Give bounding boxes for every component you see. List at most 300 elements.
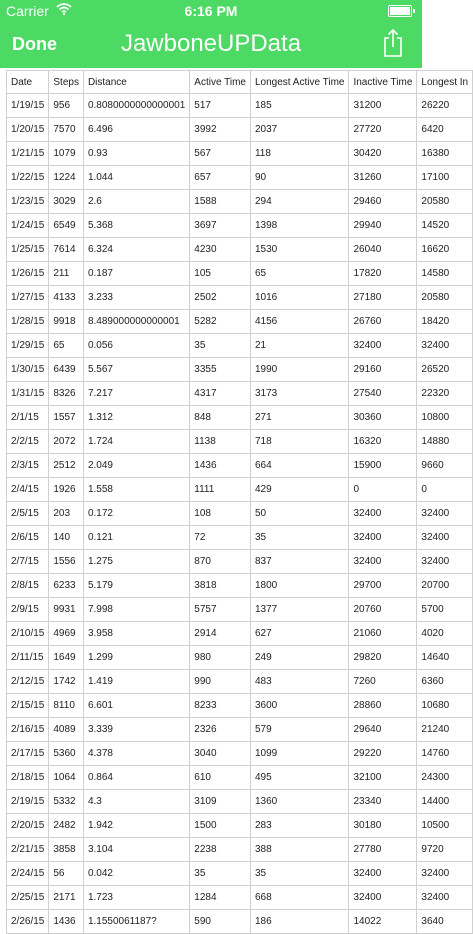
table-cell: 4.3 (83, 790, 189, 814)
table-cell: 1.275 (83, 550, 189, 574)
table-cell: 6.601 (83, 694, 189, 718)
table-cell: 5757 (190, 598, 251, 622)
table-row (7, 910, 473, 934)
table-cell: 2/24/15 (7, 862, 49, 886)
table-cell: 4317 (190, 382, 251, 406)
table-cell: 610 (190, 766, 251, 790)
table-cell: 65 (250, 262, 349, 286)
table-cell: 9720 (417, 838, 473, 862)
table-cell: 1.723 (83, 886, 189, 910)
data-table-scroll[interactable] (6, 70, 469, 927)
table-cell: 16380 (417, 142, 473, 166)
table-cell: 2502 (190, 286, 251, 310)
table-cell: 26040 (349, 238, 417, 262)
table-cell: 1436 (190, 454, 251, 478)
table-cell: 32400 (349, 550, 417, 574)
table-cell: 2512 (49, 454, 84, 478)
table-cell: 1138 (190, 430, 251, 454)
table-cell: 7260 (349, 670, 417, 694)
table-cell: 1/19/15 (7, 94, 49, 118)
table-cell: 211 (49, 262, 84, 286)
table-cell: 1649 (49, 646, 84, 670)
table-cell: 1016 (250, 286, 349, 310)
table-cell: 17820 (349, 262, 417, 286)
table-cell: 1224 (49, 166, 84, 190)
table-cell: 0 (349, 478, 417, 502)
column-header-distance: Distance (83, 71, 189, 94)
table-cell: 14400 (417, 790, 473, 814)
table-cell: 870 (190, 550, 251, 574)
table-cell: 1.044 (83, 166, 189, 190)
table-cell: 1/30/15 (7, 358, 49, 382)
table-row (7, 94, 473, 118)
table-cell: 21060 (349, 622, 417, 646)
table-cell: 429 (250, 478, 349, 502)
table-row (7, 142, 473, 166)
table-cell: 3173 (250, 382, 349, 406)
table-cell: 30420 (349, 142, 417, 166)
table-cell: 2171 (49, 886, 84, 910)
table-cell: 271 (250, 406, 349, 430)
table-cell: 1556 (49, 550, 84, 574)
table-cell: 10800 (417, 406, 473, 430)
table-cell: 1398 (250, 214, 349, 238)
table-cell: 1079 (49, 142, 84, 166)
table-cell: 29460 (349, 190, 417, 214)
table-cell: 2/4/15 (7, 478, 49, 502)
table-cell: 22320 (417, 382, 473, 406)
table-cell: 1/22/15 (7, 166, 49, 190)
table-cell: 283 (250, 814, 349, 838)
table-cell: 1377 (250, 598, 349, 622)
table-cell: 0.121 (83, 526, 189, 550)
table-cell: 6.496 (83, 118, 189, 142)
table-cell: 16320 (349, 430, 417, 454)
table-cell: 1/27/15 (7, 286, 49, 310)
table-cell: 1099 (250, 742, 349, 766)
table-cell: 1.724 (83, 430, 189, 454)
table-cell: 6.324 (83, 238, 189, 262)
table-cell: 3600 (250, 694, 349, 718)
table-cell: 0.864 (83, 766, 189, 790)
table-cell: 956 (49, 94, 84, 118)
table-cell: 1111 (190, 478, 251, 502)
data-table (6, 70, 473, 934)
table-cell: 14520 (417, 214, 473, 238)
table-row (7, 382, 473, 406)
table-cell: 5360 (49, 742, 84, 766)
table-cell: 7.217 (83, 382, 189, 406)
table-cell: 3029 (49, 190, 84, 214)
table-cell: 32400 (417, 502, 473, 526)
table-cell: 17100 (417, 166, 473, 190)
table-cell: 7.998 (83, 598, 189, 622)
table-cell: 2.6 (83, 190, 189, 214)
table-cell: 495 (250, 766, 349, 790)
table-cell: 4156 (250, 310, 349, 334)
table-row (7, 334, 473, 358)
table-cell: 388 (250, 838, 349, 862)
column-header-date: Date (7, 71, 49, 94)
table-row (7, 286, 473, 310)
table-cell: 2/9/15 (7, 598, 49, 622)
table-cell: 2/19/15 (7, 790, 49, 814)
table-cell: 4230 (190, 238, 251, 262)
table-row (7, 526, 473, 550)
table-cell: 5.368 (83, 214, 189, 238)
table-cell: 8110 (49, 694, 84, 718)
table-cell: 26760 (349, 310, 417, 334)
table-cell: 0.172 (83, 502, 189, 526)
table-cell: 3992 (190, 118, 251, 142)
table-row (7, 238, 473, 262)
table-cell: 7570 (49, 118, 84, 142)
table-row (7, 742, 473, 766)
table-cell: 2/15/15 (7, 694, 49, 718)
table-row (7, 310, 473, 334)
share-icon[interactable] (382, 28, 404, 58)
table-cell: 10680 (417, 694, 473, 718)
table-cell: 3355 (190, 358, 251, 382)
table-cell: 108 (190, 502, 251, 526)
table-cell: 32400 (417, 550, 473, 574)
table-cell: 21240 (417, 718, 473, 742)
table-cell: 9931 (49, 598, 84, 622)
table-cell: 203 (49, 502, 84, 526)
table-cell: 1500 (190, 814, 251, 838)
table-cell: 185 (250, 94, 349, 118)
done-button[interactable]: Done (12, 34, 57, 54)
table-cell: 21 (250, 334, 349, 358)
table-cell: 2/3/15 (7, 454, 49, 478)
table-cell: 668 (250, 886, 349, 910)
table-cell: 1/23/15 (7, 190, 49, 214)
table-cell: 6233 (49, 574, 84, 598)
table-cell: 118 (250, 142, 349, 166)
table-cell: 4969 (49, 622, 84, 646)
table-cell: 1742 (49, 670, 84, 694)
table-cell: 848 (190, 406, 251, 430)
table-cell: 18420 (417, 310, 473, 334)
table-cell: 14880 (417, 430, 473, 454)
table-cell: 28860 (349, 694, 417, 718)
table-cell: 2/10/15 (7, 622, 49, 646)
table-cell: 32100 (349, 766, 417, 790)
table-cell: 50 (250, 502, 349, 526)
table-cell: 31200 (349, 94, 417, 118)
table-cell: 26520 (417, 358, 473, 382)
table-cell: 6549 (49, 214, 84, 238)
table-cell: 3.104 (83, 838, 189, 862)
table-cell: 1.419 (83, 670, 189, 694)
table-cell: 2/25/15 (7, 886, 49, 910)
table-row (7, 694, 473, 718)
table-cell: 3818 (190, 574, 251, 598)
table-cell: 5700 (417, 598, 473, 622)
table-cell: 3040 (190, 742, 251, 766)
table-cell: 9918 (49, 310, 84, 334)
table-header-row (7, 71, 473, 94)
table-cell: 32400 (349, 862, 417, 886)
table-cell: 29820 (349, 646, 417, 670)
table-cell: 990 (190, 670, 251, 694)
table-cell: 1588 (190, 190, 251, 214)
table-row (7, 670, 473, 694)
table-cell: 1800 (250, 574, 349, 598)
table-cell: 590 (190, 910, 251, 934)
table-cell: 1360 (250, 790, 349, 814)
table-cell: 2/21/15 (7, 838, 49, 862)
table-row (7, 166, 473, 190)
table-cell: 1/24/15 (7, 214, 49, 238)
table-cell: 517 (190, 94, 251, 118)
table-cell: 1436 (49, 910, 84, 934)
column-header-longest-inactive: Longest In (417, 71, 473, 94)
table-cell: 56 (49, 862, 84, 886)
table-cell: 5.179 (83, 574, 189, 598)
table-cell: 29640 (349, 718, 417, 742)
table-cell: 2/17/15 (7, 742, 49, 766)
table-row (7, 862, 473, 886)
table-cell: 1/25/15 (7, 238, 49, 262)
table-row (7, 886, 473, 910)
table-cell: 32400 (349, 886, 417, 910)
table-cell: 2914 (190, 622, 251, 646)
table-cell: 1/26/15 (7, 262, 49, 286)
table-row (7, 502, 473, 526)
table-cell: 35 (190, 334, 251, 358)
table-cell: 32400 (417, 526, 473, 550)
table-cell: 105 (190, 262, 251, 286)
table-cell: 1/21/15 (7, 142, 49, 166)
table-cell: 27540 (349, 382, 417, 406)
navigation-bar (0, 22, 422, 68)
table-row (7, 766, 473, 790)
table-cell: 29160 (349, 358, 417, 382)
table-row (7, 646, 473, 670)
table-cell: 9660 (417, 454, 473, 478)
table-cell: 2/6/15 (7, 526, 49, 550)
table-cell: 2/11/15 (7, 646, 49, 670)
table-cell: 1.312 (83, 406, 189, 430)
table-cell: 2482 (49, 814, 84, 838)
table-cell: 1.558 (83, 478, 189, 502)
table-row (7, 838, 473, 862)
table-cell: 4020 (417, 622, 473, 646)
table-cell: 20760 (349, 598, 417, 622)
table-cell: 14022 (349, 910, 417, 934)
table-cell: 3.339 (83, 718, 189, 742)
table-cell: 1064 (49, 766, 84, 790)
battery-icon (388, 5, 412, 17)
table-cell: 2/2/15 (7, 430, 49, 454)
table-cell: 32400 (417, 862, 473, 886)
table-cell: 3.233 (83, 286, 189, 310)
table-cell: 32400 (349, 334, 417, 358)
table-cell: 26220 (417, 94, 473, 118)
table-cell: 6439 (49, 358, 84, 382)
table-cell: 3697 (190, 214, 251, 238)
table-cell: 0.042 (83, 862, 189, 886)
table-cell: 35 (250, 862, 349, 886)
table-cell: 1557 (49, 406, 84, 430)
table-row (7, 430, 473, 454)
table-row (7, 622, 473, 646)
table-cell: 30180 (349, 814, 417, 838)
table-cell: 0.8080000000000001 (83, 94, 189, 118)
table-cell: 294 (250, 190, 349, 214)
table-cell: 980 (190, 646, 251, 670)
table-cell: 14760 (417, 742, 473, 766)
table-cell: 1.1550061187? (83, 910, 189, 934)
table-row (7, 550, 473, 574)
table-cell: 32400 (417, 334, 473, 358)
table-cell: 0.93 (83, 142, 189, 166)
table-cell: 3640 (417, 910, 473, 934)
table-cell: 2/8/15 (7, 574, 49, 598)
table-cell: 7614 (49, 238, 84, 262)
table-cell: 2/20/15 (7, 814, 49, 838)
table-cell: 579 (250, 718, 349, 742)
page-title: JawboneUPData (120, 30, 302, 57)
table-cell: 1/29/15 (7, 334, 49, 358)
table-cell: 5282 (190, 310, 251, 334)
column-header-inactive-time: Inactive Time (349, 71, 417, 94)
table-cell: 27180 (349, 286, 417, 310)
table-cell: 90 (250, 166, 349, 190)
table-cell: 4133 (49, 286, 84, 310)
table-cell: 249 (250, 646, 349, 670)
table-cell: 8.489000000000001 (83, 310, 189, 334)
table-cell: 2326 (190, 718, 251, 742)
table-row (7, 358, 473, 382)
table-cell: 664 (250, 454, 349, 478)
table-cell: 718 (250, 430, 349, 454)
table-cell: 8326 (49, 382, 84, 406)
table-cell: 29220 (349, 742, 417, 766)
table-cell: 2037 (250, 118, 349, 142)
table-row (7, 214, 473, 238)
table-cell: 4.378 (83, 742, 189, 766)
table-row (7, 262, 473, 286)
table-cell: 2/5/15 (7, 502, 49, 526)
table-cell: 837 (250, 550, 349, 574)
table-cell: 72 (190, 526, 251, 550)
table-row (7, 118, 473, 142)
table-cell: 2/26/15 (7, 910, 49, 934)
table-cell: 1.299 (83, 646, 189, 670)
table-cell: 8233 (190, 694, 251, 718)
table-cell: 27780 (349, 838, 417, 862)
table-cell: 186 (250, 910, 349, 934)
table-cell: 14640 (417, 646, 473, 670)
table-cell: 2/16/15 (7, 718, 49, 742)
table-cell: 2/12/15 (7, 670, 49, 694)
table-cell: 16620 (417, 238, 473, 262)
table-cell: 31260 (349, 166, 417, 190)
status-bar (0, 0, 422, 22)
column-header-steps: Steps (49, 71, 84, 94)
table-body (7, 94, 473, 934)
column-header-longest-active-time: Longest Active Time (250, 71, 349, 94)
table-cell: 483 (250, 670, 349, 694)
table-cell: 24300 (417, 766, 473, 790)
table-row (7, 574, 473, 598)
table-cell: 4089 (49, 718, 84, 742)
table-cell: 27720 (349, 118, 417, 142)
table-cell: 0.187 (83, 262, 189, 286)
table-cell: 20580 (417, 286, 473, 310)
table-cell: 3858 (49, 838, 84, 862)
table-cell: 627 (250, 622, 349, 646)
table-cell: 0.056 (83, 334, 189, 358)
table-cell: 1/31/15 (7, 382, 49, 406)
table-cell: 5332 (49, 790, 84, 814)
table-cell: 2072 (49, 430, 84, 454)
table-cell: 5.567 (83, 358, 189, 382)
table-row (7, 406, 473, 430)
table-row (7, 598, 473, 622)
table-cell: 1/20/15 (7, 118, 49, 142)
table-cell: 14580 (417, 262, 473, 286)
table-cell: 29940 (349, 214, 417, 238)
table-cell: 3.958 (83, 622, 189, 646)
table-row (7, 454, 473, 478)
table-cell: 32400 (349, 526, 417, 550)
table-cell: 32400 (417, 886, 473, 910)
table-cell: 2/1/15 (7, 406, 49, 430)
table-cell: 657 (190, 166, 251, 190)
carrier-label: Carrier (6, 3, 49, 19)
table-row (7, 190, 473, 214)
table-row (7, 790, 473, 814)
column-header-active-time: Active Time (190, 71, 251, 94)
table-cell: 1990 (250, 358, 349, 382)
table-cell: 1284 (190, 886, 251, 910)
table-cell: 65 (49, 334, 84, 358)
table-cell: 32400 (349, 502, 417, 526)
table-row (7, 718, 473, 742)
table-cell: 2.049 (83, 454, 189, 478)
table-cell: 35 (250, 526, 349, 550)
table-cell: 0 (417, 478, 473, 502)
table-cell: 140 (49, 526, 84, 550)
table-cell: 35 (190, 862, 251, 886)
app-header (0, 0, 422, 68)
table-cell: 567 (190, 142, 251, 166)
table-cell: 20700 (417, 574, 473, 598)
table-cell: 20580 (417, 190, 473, 214)
table-cell: 2/7/15 (7, 550, 49, 574)
table-cell: 15900 (349, 454, 417, 478)
table-cell: 1.942 (83, 814, 189, 838)
table-cell: 1926 (49, 478, 84, 502)
table-cell: 6420 (417, 118, 473, 142)
table-cell: 3109 (190, 790, 251, 814)
table-cell: 23340 (349, 790, 417, 814)
table-cell: 6360 (417, 670, 473, 694)
table-row (7, 478, 473, 502)
table-cell: 2/18/15 (7, 766, 49, 790)
table-cell: 10500 (417, 814, 473, 838)
table-row (7, 814, 473, 838)
table-cell: 1/28/15 (7, 310, 49, 334)
table-cell: 2238 (190, 838, 251, 862)
status-time: 6:16 PM (184, 3, 238, 19)
table-cell: 1530 (250, 238, 349, 262)
table-cell: 29700 (349, 574, 417, 598)
table-cell: 30360 (349, 406, 417, 430)
